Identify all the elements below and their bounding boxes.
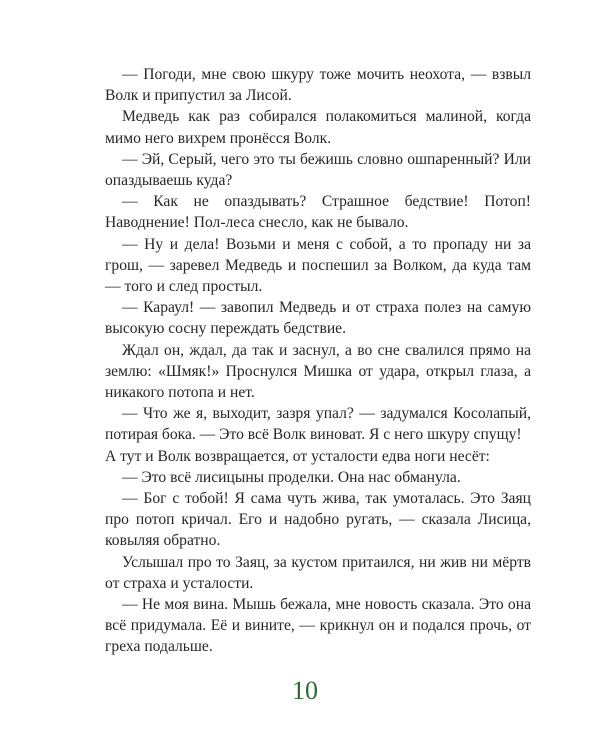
story-text: [105, 64, 531, 658]
paragraph-2: Медведь как раз собирался полакомиться малиной, когда мимо него вихрем пронёсся Волк.: [105, 108, 531, 147]
paragraph-4: — Как не опаздывать? Страшное бедствие! Потоп! Наводнение! Пол-леса снесло, как не бывало.: [105, 193, 531, 232]
paragraph-7: Ждал он, ждал, да так и заснул, а во сне свалился прямо на землю: «Шмяк!» Проснулся Мишка от удара, открыл глаза, а никакого потопа и нет.: [105, 341, 531, 402]
paragraph-8: — Что же я, выходит, зазря упал? — задумался Косолапый, потирая бока. — Это всё Волк виноват. Я с него шкуру спущу!: [105, 405, 531, 444]
paragraph-11: — Бог с тобой! Я сама чуть жива, так умоталась. Это Заяц про потоп кричал. Его и надобно ругать, — сказала Лисица, ковыляя обратно.: [105, 490, 531, 550]
paragraph-6: — Караул! — завопил Медведь и от страха полез на самую высокую сосну переждать бедствие.: [105, 299, 531, 338]
paragraph-12: Услышал про то Заяц, за кустом притаился, ни жив ни мёртв от страха и усталости.: [105, 553, 531, 592]
paragraph-13: — Не моя вина. Мышь бежала, мне новость сказала. Это она всё придумала. Её и вините, — крикнул он и подался прочь, от греха подальше.: [105, 596, 531, 656]
paragraph-3: — Эй, Серый, чего это ты бежишь словно ошпаренный? Или опаздываешь куда?: [105, 150, 531, 190]
paragraph-10: — Это всё лисицыны проделки. Она нас обманула.: [122, 468, 461, 486]
paragraph-5: — Ну и дела! Возьми и меня с собой, а то пропаду ни за грош, — заревел Медведь и поспешил за Волком, да куда там — того и след простыл.: [105, 235, 531, 296]
paragraph-1: — Погоди, мне свою шкуру тоже мочить неохота, — взвыл Волк и припустил за Лисой.: [105, 66, 531, 105]
page-number: 10: [292, 676, 318, 705]
paragraph-9: А тут и Волк возвращается, от усталости едва ноги несёт:: [105, 447, 490, 465]
